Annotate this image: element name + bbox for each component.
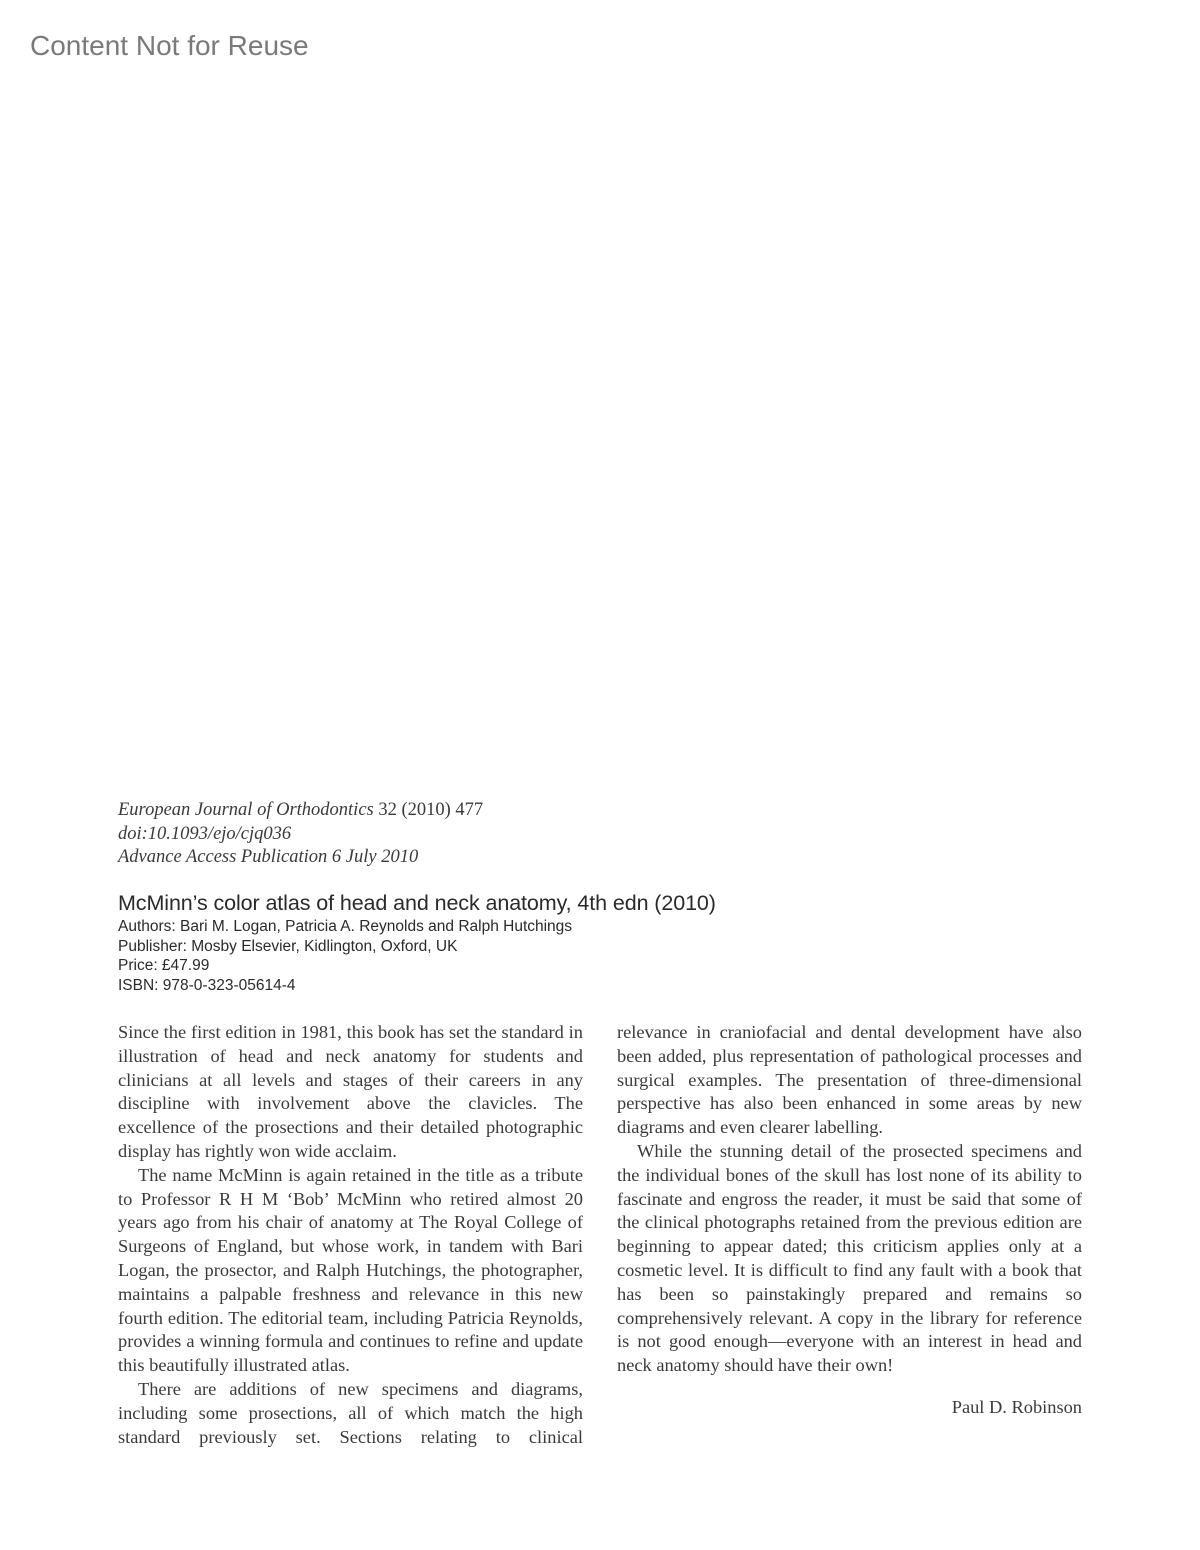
paragraph: While the stunning detail of the prosected specimens and the individual bones of the skull has lost none of its ability to fascinate and engross the reader, it must be said that some of the clinical photographs retained from the previous edition are beginning to appear dated; this criticism applies only at a cosmetic level. It is difficult to find any fault with a book that has been so painstakingly prepared and remains so comprehensively relevant. A copy in the library for reference is not good enough—everyone with an interest in head and neck anatomy should have their own! (617, 1140, 1082, 1376)
volume-year-page: 32 (2010) 477 (373, 800, 484, 820)
advance-access: Advance Access Publication 6 July 2010 (118, 847, 419, 867)
paragraph: The name McMinn is again retained in the title as a tribute to Professor R H M ‘Bob’ McMinn who retired almost 20 years ago from his chair of anatomy at The Royal College of Surgeons of England, but whose work, in tandem with Bari Logan, the prosector, and Ralph Hutchings, the photographer, maintains a palpable freshness and relevance in this new fourth edition. The editorial team, including Patricia Reynolds, provides a winning formula and continues to refine and update this beautifully illustrated atlas. (118, 1164, 583, 1376)
watermark: Content Not for Reuse (30, 30, 309, 61)
right-column (617, 1021, 1082, 1449)
journal-line (118, 799, 483, 823)
book-isbn: ISBN: 978-0-323-05614-4 (118, 976, 296, 994)
paragraph: There are additions of new specimens and diagrams, including some prosections, all of which match the high standard previously set. Sections relating to clinical (118, 1378, 583, 1447)
paragraph: relevance in craniofacial and dental development have also been added, plus representation of pathological processes and surgical examples. The presentation of three-dimensional perspective has also been enhanced in some areas by new diagrams and even clearer labelling. (617, 1022, 1082, 1138)
book-publisher: Publisher: Mosby Elsevier, Kidlington, Oxford, UK (118, 937, 458, 955)
book-header (118, 889, 1098, 995)
book-price: Price: £47.99 (118, 957, 210, 974)
reviewer-signature: Paul D. Robinson (951, 1396, 1082, 1417)
book-authors: Authors: Bari M. Logan, Patricia A. Reynolds and Ralph Hutchings (118, 918, 573, 935)
left-column (118, 1021, 583, 1449)
book-title: McMinn’s color atlas of head and neck anatomy, 4th edn (2010) (118, 891, 716, 915)
doi: doi:10.1093/ejo/cjq036 (118, 823, 292, 844)
paragraph: Since the first edition in 1981, this book has set the standard in illustration of head and neck anatomy for students and clinicians at all levels and stages of their careers in any discipline with involvement above the clavicles. The excellence of the prosections and their detailed photographic display has rightly won wide acclaim. (118, 1022, 583, 1161)
citation-block (118, 799, 483, 870)
review-body (118, 1021, 1082, 1449)
journal-name: European Journal of Orthodontics (118, 800, 374, 820)
